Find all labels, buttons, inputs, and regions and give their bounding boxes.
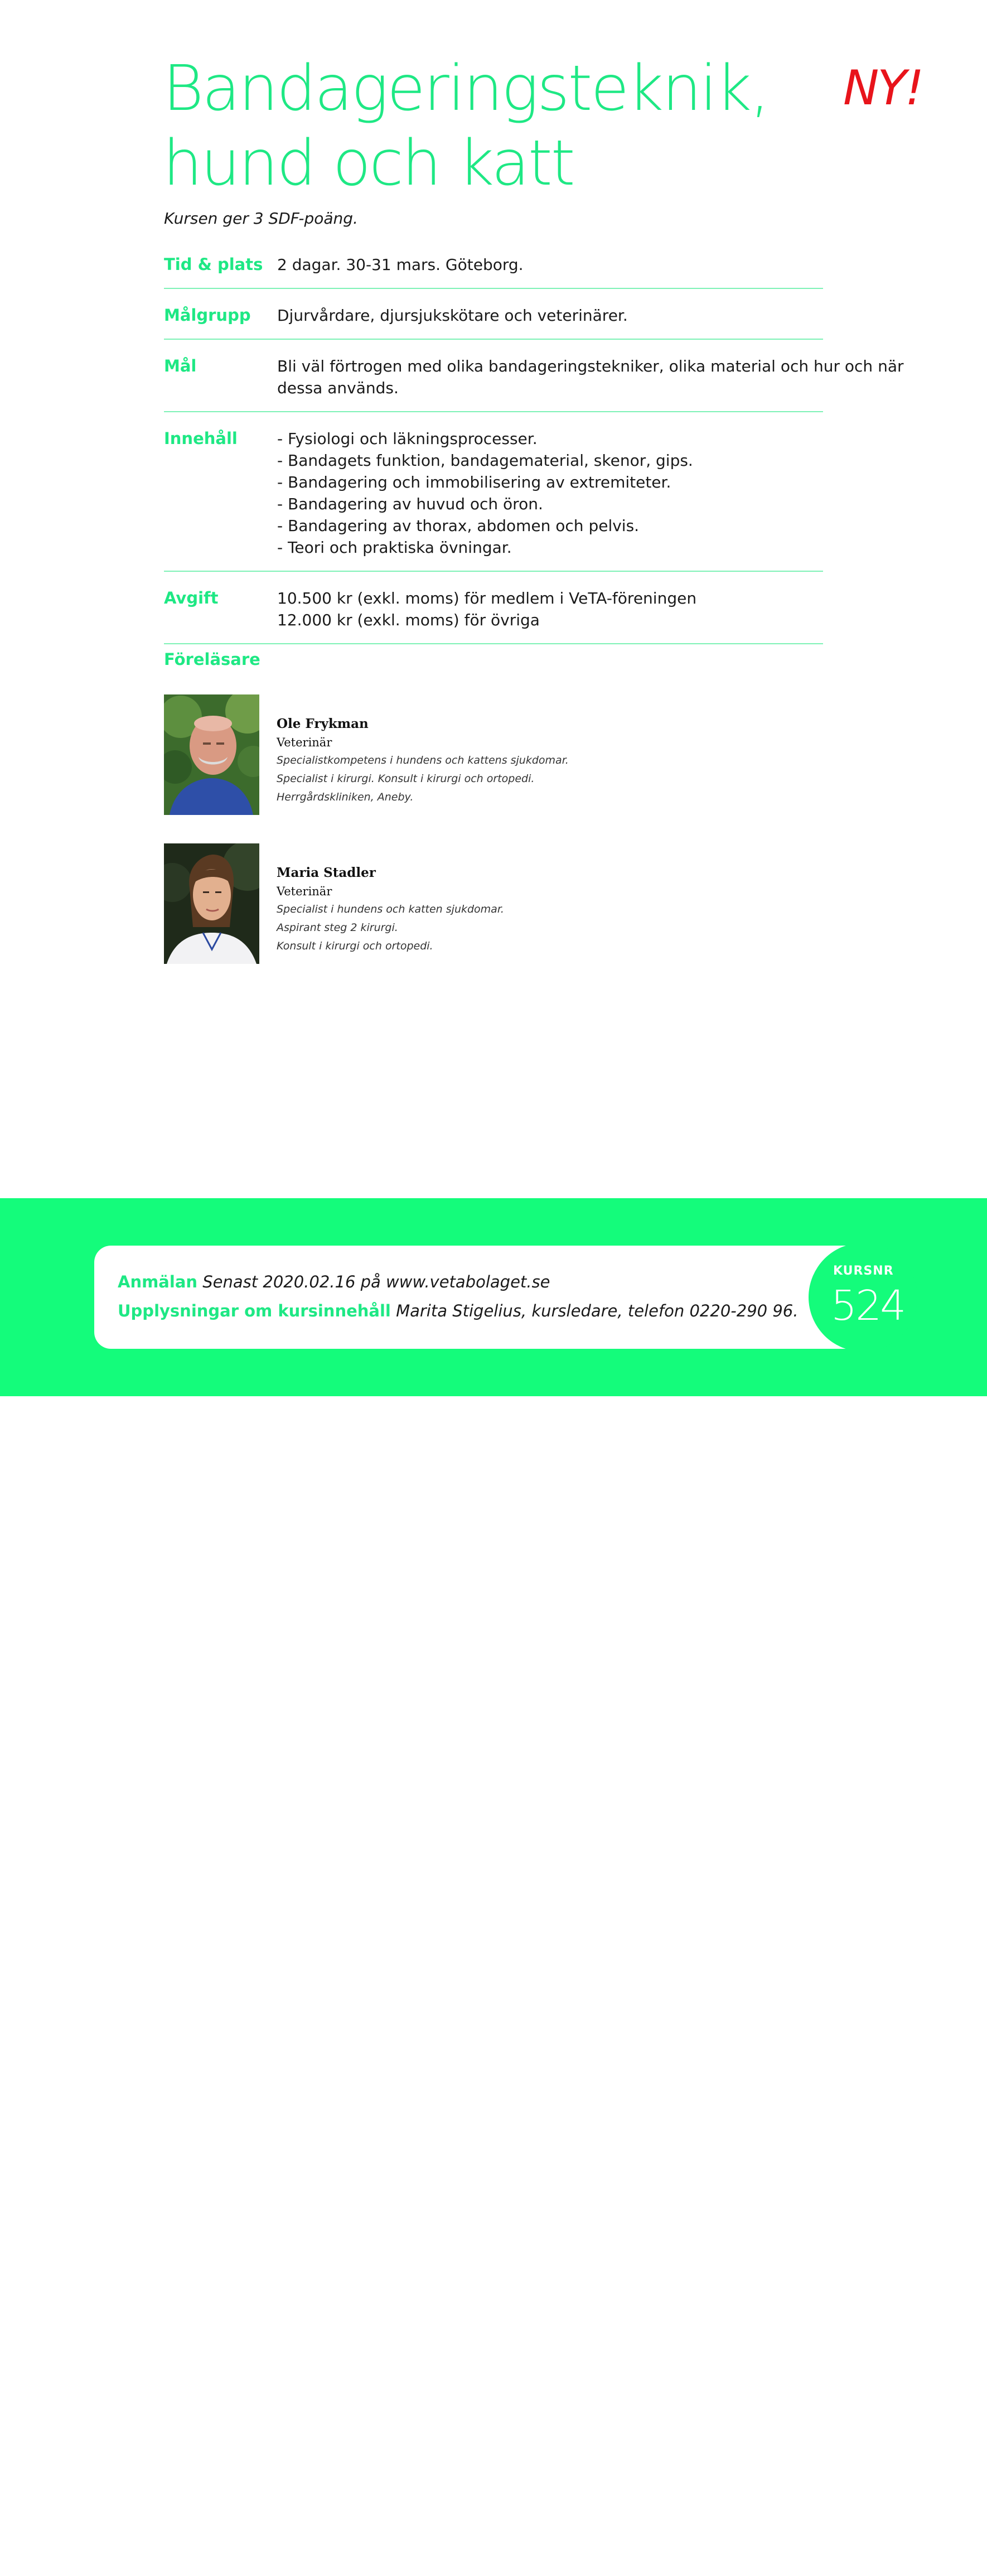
contact-line xyxy=(118,1301,798,1320)
info-line: Djurvårdare, djursjukskötare och veterinärer. xyxy=(277,306,628,325)
info-line: 2 dagar. 30-31 mars. Göteborg. xyxy=(277,255,524,274)
info-row-target-group xyxy=(164,305,823,340)
info-label: Målgrupp xyxy=(164,306,251,325)
page-title xyxy=(163,51,768,201)
lecturer-card xyxy=(164,843,666,964)
info-label: Avgift xyxy=(164,588,219,607)
portrait-woman-image xyxy=(164,843,259,964)
contact-label: Upplysningar om kursinnehåll xyxy=(118,1301,391,1320)
info-row-fee xyxy=(164,587,823,644)
lecturers-heading: Föreläsare xyxy=(164,650,260,669)
lecturer-role: Veterinär xyxy=(277,885,332,898)
contact-value: Marita Stigelius, kursledare, telefon 0220-290 96. xyxy=(396,1301,799,1320)
info-row-goal xyxy=(164,355,904,412)
info-line: 12.000 kr (exkl. moms) för övriga xyxy=(277,611,540,629)
info-row-content xyxy=(164,428,823,572)
lecturer-card xyxy=(164,694,666,815)
lecturer-photo xyxy=(164,843,259,964)
info-label: Tid & plats xyxy=(164,255,263,274)
course-number-label: KURSNR xyxy=(833,1264,894,1278)
signup-value[interactable]: Senast 2020.02.16 på www.vetabolaget.se xyxy=(202,1272,550,1291)
lecturer-detail: Aspirant steg 2 kirurgi. xyxy=(277,922,398,934)
info-line: - Bandagering av huvud och öron. xyxy=(277,495,543,513)
info-line: dessa används. xyxy=(277,379,399,397)
course-number: 524 xyxy=(831,1282,905,1330)
info-line: - Bandagets funktion, bandagematerial, skenor, gips. xyxy=(277,451,693,470)
signup-line xyxy=(118,1272,550,1291)
title-line-2: hund och katt xyxy=(163,127,574,200)
credits-note: Kursen ger 3 SDF-poäng. xyxy=(164,209,358,228)
info-line: Bli väl förtrogen med olika bandageringstekniker, olika material och hur och när xyxy=(277,357,904,375)
signup-label: Anmälan xyxy=(118,1272,198,1291)
lecturer-text xyxy=(277,715,569,807)
portrait-man-image xyxy=(164,694,259,815)
info-value xyxy=(277,587,823,631)
new-badge: NY! xyxy=(843,60,923,116)
info-line: - Fysiologi och läkningsprocesser. xyxy=(277,430,538,448)
info-value xyxy=(277,428,823,558)
info-value xyxy=(277,254,823,276)
course-info-table xyxy=(164,254,904,660)
lecturer-detail: Herrgårdskliniken, Aneby. xyxy=(277,791,414,803)
info-line: - Bandagering av thorax, abdomen och pelvis. xyxy=(277,517,640,535)
info-value xyxy=(277,355,904,399)
lecturer-detail: Specialistkompetens i hundens och kattens sjukdomar. xyxy=(277,754,569,766)
info-label: Innehåll xyxy=(164,429,238,448)
info-line: 10.500 kr (exkl. moms) för medlem i VeTA-föreningen xyxy=(277,589,697,607)
info-line: - Teori och praktiska övningar. xyxy=(277,538,512,557)
lecturer-name: Maria Stadler xyxy=(277,865,376,880)
lecturer-detail: Konsult i kirurgi och ortopedi. xyxy=(277,940,433,952)
lecturer-detail: Specialist i hundens och katten sjukdomar. xyxy=(277,903,504,915)
info-line: - Bandagering och immobilisering av extremiteter. xyxy=(277,473,671,491)
info-row-time-place xyxy=(164,254,823,289)
footer-card xyxy=(94,1246,847,1349)
info-label: Mål xyxy=(164,356,197,375)
info-value xyxy=(277,305,823,326)
page-number: 16 xyxy=(25,2554,49,2576)
title-line-1: Bandageringsteknik, xyxy=(163,52,768,125)
lecturer-detail: Specialist i kirurgi. Konsult i kirurgi och ortopedi. xyxy=(277,773,535,785)
lecturer-role: Veterinär xyxy=(277,736,332,749)
lecturer-name: Ole Frykman xyxy=(277,716,369,731)
lecturer-photo xyxy=(164,694,259,815)
lecturer-text xyxy=(277,864,504,956)
footer-band xyxy=(0,1198,987,2576)
